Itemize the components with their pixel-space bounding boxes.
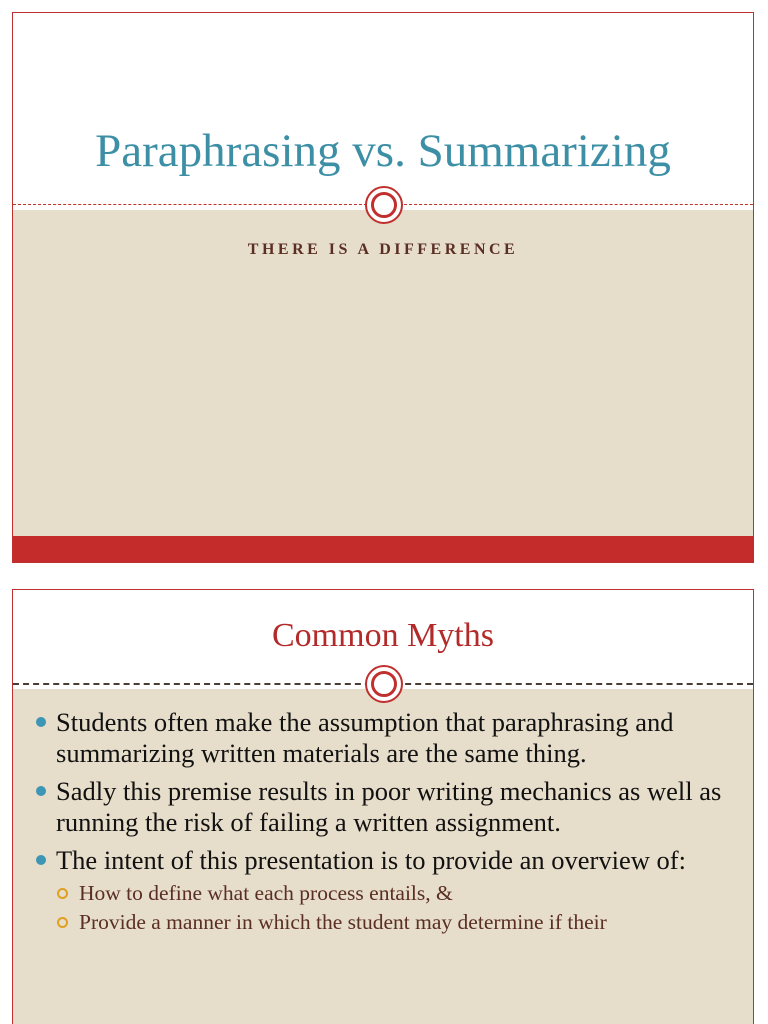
- slide-1-footer-band: [13, 536, 753, 562]
- slide-2: [12, 589, 754, 1024]
- sub-list-item: [56, 908, 739, 937]
- bullet-dot-icon: [36, 855, 46, 865]
- sub-bullet-text: How to define what each process entails, &: [79, 881, 453, 905]
- circle-ornament-icon: [365, 665, 403, 703]
- bullet-text: The intent of this presentation is to provide an overview of:: [56, 845, 686, 875]
- list-item: [35, 776, 739, 838]
- slide-1-title-area: [13, 13, 753, 206]
- bullet-dot-icon: [36, 786, 46, 796]
- slide-1: [12, 12, 754, 563]
- sub-list-item: [56, 879, 739, 908]
- slide-1-subtitle: THERE IS A DIFFERENCE: [247, 241, 519, 258]
- slide-2-bullet-list: [35, 707, 739, 944]
- bullet-dot-icon: [36, 717, 46, 727]
- bullet-text: Sadly this premise results in poor writing mechanics as well as running the risk of failing a written assignment.: [56, 776, 722, 837]
- ring-bullet-icon: [57, 917, 68, 928]
- list-item: [35, 845, 739, 937]
- slide-1-title: Paraphrasing vs. Summarizing: [95, 125, 671, 177]
- sub-bullet-text: Provide a manner in which the student may determine if their: [79, 910, 607, 934]
- sub-bullet-list: [56, 879, 739, 937]
- bullet-text: Students often make the assumption that paraphrasing and summarizing written materials are the same thing.: [56, 707, 674, 768]
- ring-bullet-icon: [57, 888, 68, 899]
- slide-2-title: Common Myths: [272, 617, 494, 654]
- slide-1-body: [13, 210, 753, 536]
- circle-ornament-icon: [365, 186, 403, 224]
- list-item: [35, 707, 739, 769]
